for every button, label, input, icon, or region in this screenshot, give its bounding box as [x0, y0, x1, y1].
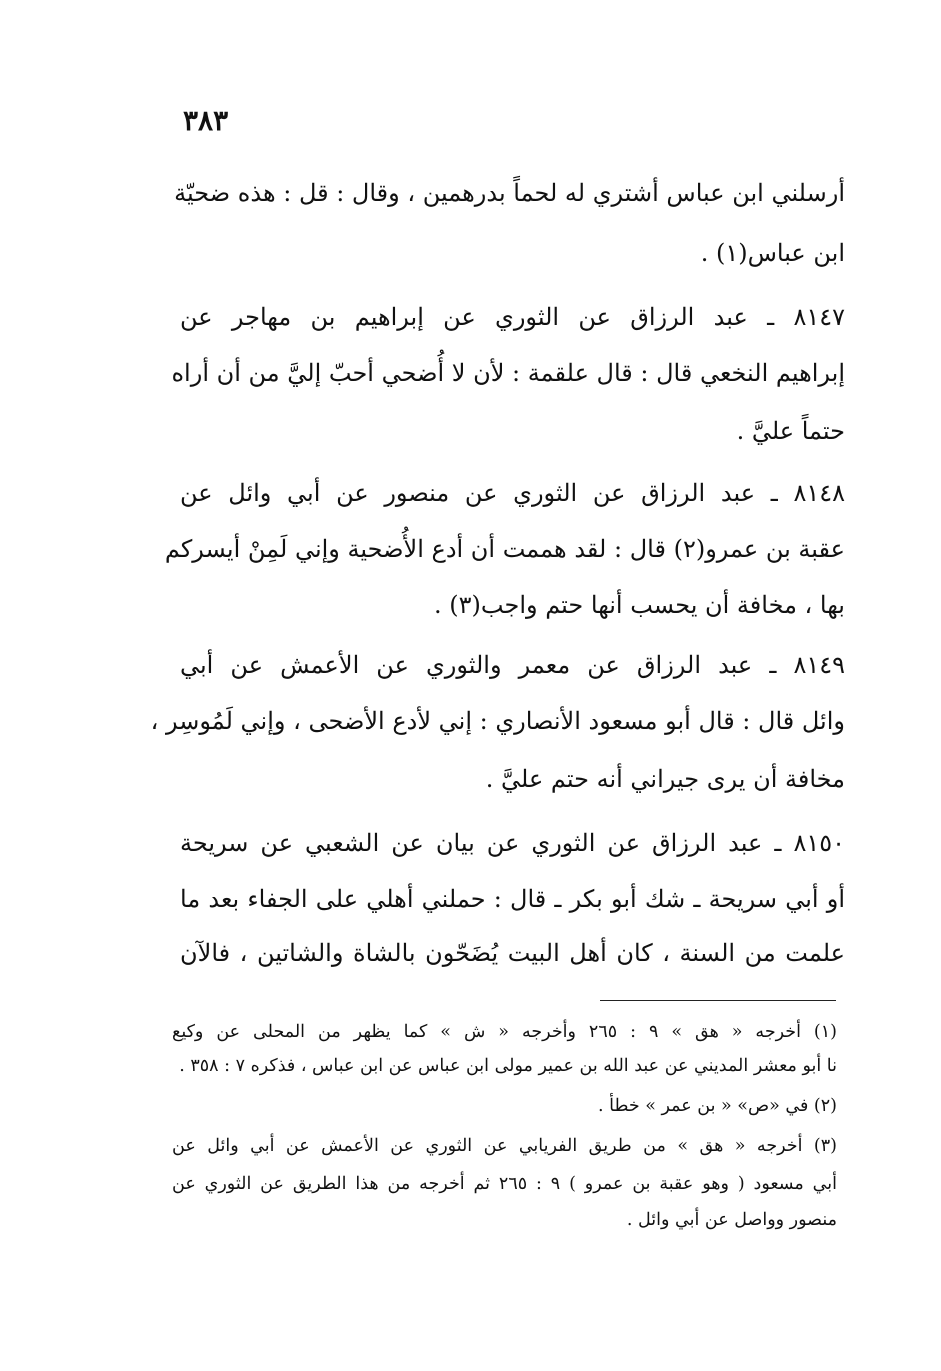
- text-line: علمت من السنة ، كان أهل البيت يُضَحّون بالشاة والشاتين ، فالآن: [180, 939, 845, 967]
- footnote-line: (٢) في «ص» « بن عمر » خطأ .: [598, 1096, 837, 1116]
- footnote-line: نا أبو معشر المديني عن عبد الله بن عمير مولى ابن عباس عن ابن عباس ، فذكره ٧ : ٣٥٨ .: [179, 1056, 837, 1076]
- text-line: بها ، مخافة أن يحسب أنها حتم واجب(٣) .: [434, 591, 845, 619]
- text-line: ٨١٥٠ ـ عبد الرزاق عن الثوري عن بيان عن الشعبي عن سريحة: [180, 829, 846, 857]
- text-line: وائل قال : قال أبو مسعود الأنصاري : إني لأدع الأضحى ، وإني لَمُوسِر ،: [150, 707, 845, 735]
- footnote-line: (١) أخرجه « هق » ٩ : ٢٦٥ وأخرجه « ش » كما يظهر من المحلى عن وكيع: [172, 1022, 837, 1042]
- footnote-line: (٣) أخرجه « هق » من طريق الفريابي عن الثوري عن الأعمش عن أبي وائل عن: [172, 1136, 837, 1156]
- footnote-line: منصور وواصل عن أبي وائل .: [626, 1210, 837, 1230]
- footnote-line: أبي مسعود ( وهو عقبة بن عمرو ) ٩ : ٢٦٥ ثم أخرجه من هذا الطريق عن الثوري عن: [172, 1174, 837, 1194]
- text-line: مخافة أن يرى جيراني أنه حتم عليَّ .: [485, 765, 845, 793]
- text-line: ٨١٤٧ ـ عبد الرزاق عن الثوري عن إبراهيم بن مهاجر عن: [180, 303, 845, 331]
- text-line: أو أبي سريحة ـ شك أبو بكر ـ قال : حملني أهلي على الجفاء بعد ما: [180, 885, 845, 913]
- text-line: عقبة بن عمرو(٢) قال : لقد هممت أن أدع الأُضحية وإني لَمِنْ أيسركم: [164, 535, 845, 563]
- footnote-divider: [600, 1000, 836, 1001]
- text-line: ٨١٤٨ ـ عبد الرزاق عن الثوري عن منصور عن أبي وائل عن: [180, 479, 845, 507]
- text-line: ابن عباس(١) .: [700, 239, 845, 267]
- text-line: إبراهيم النخعي قال : قال علقمة : لأن لا أُضحي أحبّ إليَّ من أن أراه: [171, 359, 845, 387]
- text-line: ٨١٤٩ ـ عبد الرزاق عن معمر والثوري عن الأعمش عن أبي: [180, 651, 845, 679]
- text-line: أرسلني ابن عباس أشتري له لحماً بدرهمين ، وقال : قل : هذه ضحيّة: [174, 179, 845, 207]
- page-number: ٣٨٣: [183, 104, 229, 137]
- text-line: حتماً عليَّ .: [736, 417, 845, 445]
